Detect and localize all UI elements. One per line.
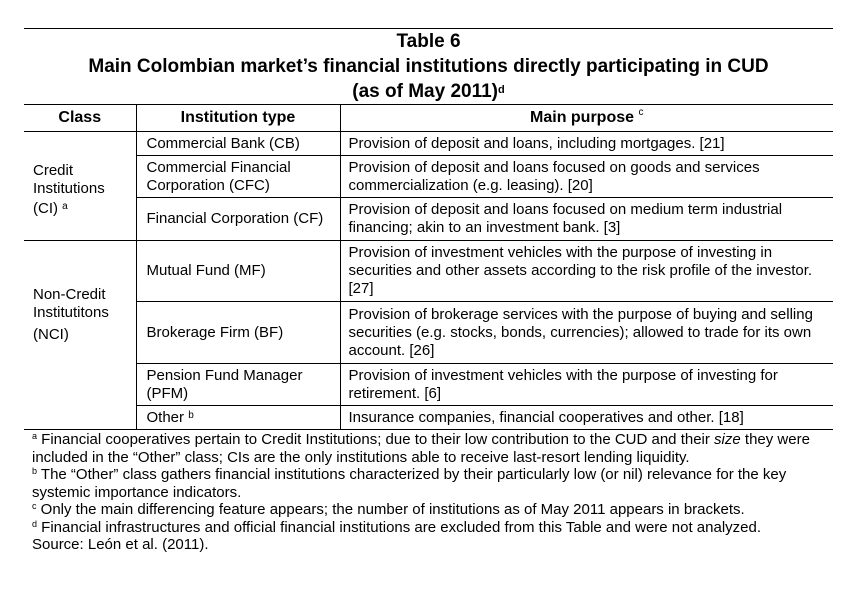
footnote-text: Financial cooperatives pertain to Credit Institutions; due to their low contribution to the CUD and their bbox=[37, 431, 715, 448]
table-row bbox=[24, 132, 833, 156]
footnote-c bbox=[32, 501, 833, 519]
class-line: (NCI) bbox=[33, 326, 69, 343]
table-subtitle-text: (as of May 2011) bbox=[352, 81, 498, 102]
institution-type-cell: Financial Corporation (CF) bbox=[136, 198, 340, 241]
purpose-cell: Provision of brokerage services with the purpose of buying and selling securities (e.g. stocks, bonds, currencies); allowed to trade for its own account. [26] bbox=[340, 302, 833, 364]
header-purpose-footnote-mark: c bbox=[638, 107, 644, 118]
institution-type-cell: Brokerage Firm (BF) bbox=[136, 302, 340, 364]
type-footnote-mark: b bbox=[188, 409, 194, 421]
table-row bbox=[24, 406, 833, 430]
footnote-text: Only the main differencing feature appears; the number of institutions as of May 2011 appears in brackets. bbox=[36, 501, 745, 518]
footnote-italic-text: size bbox=[714, 431, 741, 448]
institution-type-cell: Commercial Bank (CB) bbox=[136, 132, 340, 156]
source-note: Source: León et al. (2011). bbox=[32, 536, 209, 553]
footnote-b bbox=[32, 466, 833, 501]
footnote-mark: a bbox=[32, 431, 38, 441]
class-line: Credit bbox=[33, 162, 74, 179]
purpose-cell: Provision of investment vehicles with the purpose of investing in securities and other assets according to the risk profile of the investor. [27] bbox=[340, 241, 833, 302]
class-cell-nci bbox=[24, 241, 136, 430]
purpose-cell: Provision of deposit and loans focused on medium term industrial financing; akin to an investment bank. [3] bbox=[340, 198, 833, 241]
header-main-purpose-text: Main purpose bbox=[530, 109, 635, 126]
table-row bbox=[24, 241, 833, 302]
class-line: Institutitons bbox=[33, 304, 109, 321]
class-line bbox=[33, 200, 130, 218]
institution-type-cell: Commercial Financial Corporation (CFC) bbox=[136, 156, 340, 198]
purpose-cell: Provision of deposit and loans focused on goods and services commercialization (e.g. leasing). [20] bbox=[340, 156, 833, 198]
class-cell-ci bbox=[24, 132, 136, 241]
table-document bbox=[24, 28, 833, 554]
header-class: Class bbox=[24, 105, 136, 132]
footnote-text: The “Other” class gathers financial institutions characterized by their particularly low (or nil) relevance for the key systemic importance indicators. bbox=[32, 466, 787, 501]
class-line: Non-Credit bbox=[33, 286, 106, 303]
table-title: Main Colombian market’s financial institutions directly participating in CUD bbox=[88, 56, 769, 77]
class-line-text: (CI) bbox=[33, 200, 58, 217]
institutions-table bbox=[24, 104, 833, 430]
table-row bbox=[24, 198, 833, 241]
purpose-cell: Provision of investment vehicles with the purpose of investing for retirement. [6] bbox=[340, 364, 833, 406]
header-row bbox=[24, 105, 833, 132]
table-number: Table 6 bbox=[396, 31, 461, 52]
table-row bbox=[24, 364, 833, 406]
footnote-text: Financial infrastructures and official financial institutions are excluded from this Table and were not analyzed. bbox=[37, 518, 762, 536]
institution-type-cell bbox=[136, 406, 340, 430]
footnote-d bbox=[32, 519, 833, 537]
table-row bbox=[24, 302, 833, 364]
institution-type-text: Other bbox=[146, 408, 185, 426]
footnote-text: they were included in the “Other” class; CIs are the only institutions able to receive last-resort lending liquidity. bbox=[32, 431, 810, 466]
footnote-mark: b bbox=[32, 466, 38, 476]
footnote-mark: c bbox=[32, 501, 37, 511]
institution-type-cell: Pension Fund Manager (PFM) bbox=[136, 364, 340, 406]
table-subtitle bbox=[24, 79, 833, 104]
footnote-a bbox=[32, 431, 833, 466]
footnote-mark: d bbox=[32, 518, 38, 529]
footnotes bbox=[24, 430, 833, 554]
table-subtitle-footnote-mark: d bbox=[498, 84, 505, 96]
class-line: Institutions bbox=[33, 180, 105, 197]
purpose-cell: Insurance companies, financial cooperatives and other. [18] bbox=[340, 406, 833, 430]
purpose-cell: Provision of deposit and loans, including mortgages. [21] bbox=[340, 132, 833, 156]
class-footnote-mark: a bbox=[62, 201, 68, 212]
institution-type-cell: Mutual Fund (MF) bbox=[136, 241, 340, 302]
table-row bbox=[24, 156, 833, 198]
header-institution-type: Institution type bbox=[136, 105, 340, 132]
header-main-purpose bbox=[340, 105, 833, 132]
